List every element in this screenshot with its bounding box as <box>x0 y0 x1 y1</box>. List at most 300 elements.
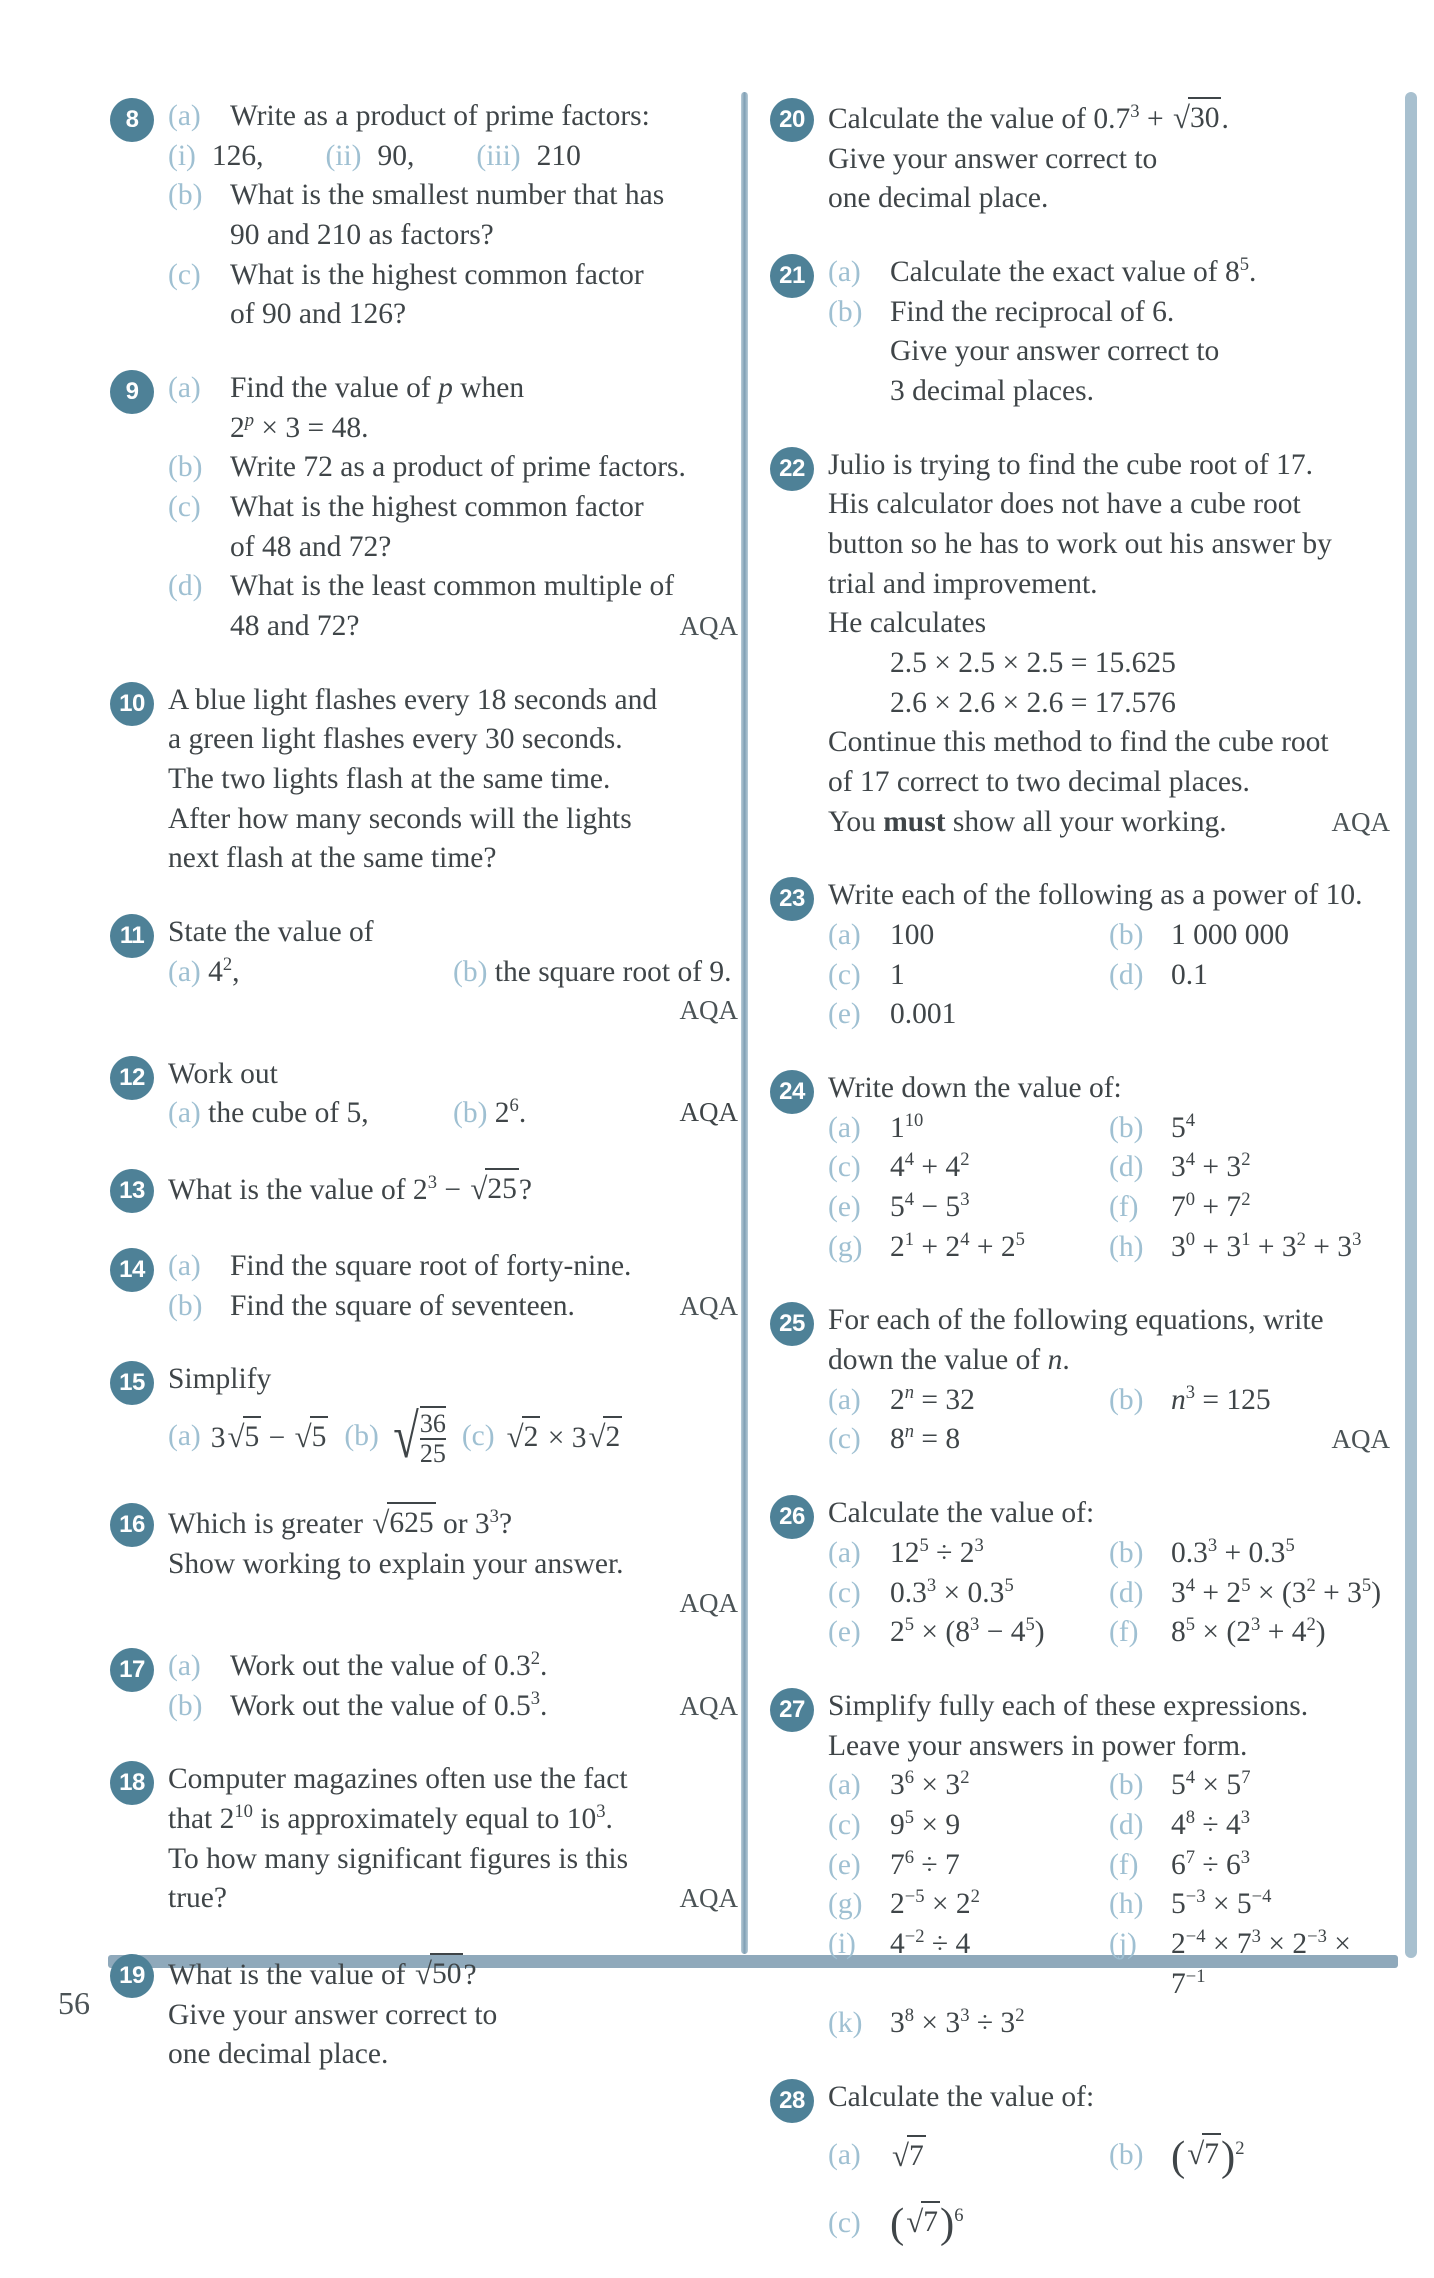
question-part <box>168 97 738 137</box>
roman-item <box>325 137 476 177</box>
part-label: (a) <box>828 1536 861 1569</box>
question-part <box>168 567 738 607</box>
part-label: (b) <box>1109 2139 1144 2172</box>
inline-part <box>168 1094 453 1134</box>
question-line: To how many significant figures is this <box>168 1842 629 1875</box>
question-18 <box>110 1759 738 1919</box>
part-pair-row <box>828 1925 1390 2004</box>
part-label: (d) <box>168 570 203 603</box>
part-text: the square root of 9. <box>494 955 732 988</box>
part-expression: 3√5 − √5 <box>211 1416 329 1459</box>
question-body <box>168 96 738 335</box>
question-number-badge: 20 <box>770 98 814 142</box>
question-line: His calculator does not have a cube root <box>828 488 1301 521</box>
question-body <box>168 368 738 647</box>
question-part <box>828 1148 1109 1188</box>
exam-board-attribution: AQA <box>679 1883 738 1914</box>
question-number-badge: 16 <box>110 1503 154 1547</box>
exam-board-attribution: AQA <box>679 995 738 1026</box>
question-body <box>828 96 1390 219</box>
part-label: (a) <box>168 955 201 988</box>
question-16 <box>110 1501 738 1621</box>
part-continuation: 48 and 72? <box>230 610 360 643</box>
part-label: (b) <box>453 955 488 988</box>
question-line: one decimal place. <box>168 2038 389 2071</box>
question-line: of 17 correct to two decimal places. <box>828 766 1250 799</box>
question-line-with-attribution <box>828 803 1390 843</box>
part-label: (a) <box>168 1649 201 1682</box>
part-text: 0.1 <box>1171 958 1208 991</box>
part-text: $n^3 = 125$ <box>1171 1381 1271 1416</box>
part-label: (a) <box>828 2139 861 2172</box>
question-25 <box>770 1300 1390 1460</box>
question-stem: Simplify <box>168 1363 272 1396</box>
question-stem: Calculate the value of: <box>828 2080 1095 2113</box>
part-label: (e) <box>828 1191 861 1224</box>
exam-board-attribution: AQA <box>679 1690 738 1721</box>
question-19 <box>110 1952 738 2075</box>
part-text: $4^2$, <box>208 953 240 988</box>
part-label: (b) <box>168 1289 203 1322</box>
roman-numeral-run <box>168 137 738 177</box>
part-text: $2^n = 32$ <box>890 1381 975 1416</box>
question-line: Continue this method to find the cube root <box>828 726 1329 759</box>
question-body <box>168 1646 738 1726</box>
question-part <box>828 1806 1109 1846</box>
question-line: one decimal place. <box>828 182 1049 215</box>
part-label: (a) <box>168 100 201 132</box>
question-line: button so he has to work out his answer by <box>828 528 1332 561</box>
part-text: $4^4 + 4^2$ <box>890 1149 970 1184</box>
question-part <box>828 956 1109 996</box>
part-pair-row <box>828 1381 1390 1421</box>
question-body <box>168 912 738 1029</box>
part-text: 1 <box>890 958 905 991</box>
part-label: (b) <box>168 451 203 484</box>
part-label: (a) <box>168 1097 201 1130</box>
part-text: $3^8 \times 3^3 \div 3^2$ <box>890 2005 1025 2040</box>
part-expression: √7 <box>890 2135 926 2178</box>
question-part <box>828 1766 1109 1806</box>
part-pair-row <box>828 1534 1390 1574</box>
part-pair-row <box>828 2195 1390 2253</box>
part-text: the cube of 5, <box>208 1097 369 1130</box>
question-number-badge: 15 <box>110 1361 154 1405</box>
question-part <box>828 2004 1109 2044</box>
part-label: (b) <box>1109 1769 1144 1802</box>
question-line: Give your answer correct to <box>168 1998 498 2031</box>
math-parts-row <box>168 1402 738 1471</box>
part-text: $2^6$. <box>494 1095 527 1130</box>
fraction-numerator: 36 <box>419 1409 446 1439</box>
exam-board-attribution: AQA <box>679 1097 738 1128</box>
right-column <box>770 96 1390 2278</box>
question-number-badge: 17 <box>110 1648 154 1692</box>
question-line: Computer magazines often use the fact <box>168 1763 628 1796</box>
part-label: (d) <box>1109 1808 1144 1841</box>
question-8 <box>110 96 738 335</box>
question-part <box>1109 1766 1390 1806</box>
part-text: Calculate the exact value of $8^5$. <box>890 254 1257 289</box>
part-text: $1^{10}$ <box>890 1109 924 1144</box>
exam-board-attribution: AQA <box>679 1587 738 1618</box>
roman-item <box>476 137 643 177</box>
question-line: What is the value of $2^3 - √25$? <box>168 1168 738 1211</box>
question-11 <box>110 912 738 1029</box>
question-number-badge: 25 <box>770 1302 814 1346</box>
part-pair-row <box>828 1885 1390 1925</box>
question-body <box>828 1068 1390 1267</box>
part-pair-row <box>828 995 1390 1035</box>
bold-instruction: You must show all your working. <box>828 805 1227 838</box>
question-body <box>168 1246 738 1326</box>
question-line: Calculate the value of $0.7^3 + √30$. <box>828 97 1390 140</box>
question-part <box>828 1228 1109 1268</box>
part-text: Find the square root of forty-nine. <box>230 1250 632 1283</box>
question-22 <box>770 445 1390 843</box>
question-body <box>828 1686 1390 2044</box>
part-label: (b) <box>828 295 863 328</box>
question-number-badge: 24 <box>770 1070 814 1114</box>
question-part <box>1109 1188 1390 1228</box>
part-continuation: Give your answer correct to <box>890 335 1220 368</box>
part-text: What is the highest common factor <box>230 258 644 291</box>
part-label: (c) <box>828 1151 861 1184</box>
question-part <box>828 995 1109 1035</box>
attribution-cell <box>1109 1420 1390 1460</box>
part-label: (c) <box>828 1576 861 1609</box>
part-pair-row <box>828 1228 1390 1268</box>
question-line: What is the value of √50? <box>168 1953 738 1996</box>
question-part <box>828 1381 1109 1421</box>
question-part <box>1109 1925 1390 2004</box>
question-part <box>168 607 738 647</box>
question-part <box>168 1687 738 1727</box>
question-number-badge: 21 <box>770 254 814 298</box>
question-number-badge: 8 <box>110 98 154 142</box>
part-label: (a) <box>168 1250 201 1283</box>
part-pair-row <box>828 2128 1390 2186</box>
question-line: that $2^{10}$ is approximately equal to $10^3$. <box>168 1801 613 1835</box>
question-body <box>168 1952 738 2075</box>
part-label: (b) <box>168 1689 203 1722</box>
fraction <box>420 1406 446 1468</box>
inline-parts-row <box>168 953 738 993</box>
part-label: (f) <box>1109 1848 1139 1881</box>
part-text: What is the least common multiple of <box>230 570 675 603</box>
question-line: For each of the following equations, write <box>828 1304 1324 1337</box>
part-text: $5^{-3} \times 5^{-4}$ <box>1171 1886 1272 1921</box>
question-14 <box>110 1246 738 1326</box>
question-line-with-attribution: true? AQA <box>168 1879 738 1919</box>
question-number-badge: 13 <box>110 1169 154 1213</box>
part-text: Work out the value of $0.5^3$. <box>230 1687 548 1722</box>
part-label: (c) <box>828 958 861 991</box>
question-body <box>828 875 1390 1035</box>
part-text: What is the highest common factor <box>230 491 644 524</box>
part-pair-row <box>828 1766 1390 1806</box>
part-label: (c) <box>168 491 201 524</box>
exam-board-attribution: AQA <box>679 1290 738 1321</box>
roman-value: 90, <box>377 139 415 172</box>
question-part <box>828 1574 1109 1614</box>
part-expression: $(√7)^2$ <box>1171 2132 1245 2180</box>
question-body <box>828 445 1390 843</box>
part-label: (b) <box>344 1420 379 1453</box>
part-label: (d) <box>1109 1576 1144 1609</box>
question-number-badge: 9 <box>110 370 154 414</box>
part-label: (a) <box>168 1420 201 1453</box>
part-label: (c) <box>828 2207 861 2240</box>
part-text: Write 72 as a product of prime factors. <box>230 451 686 484</box>
question-15 <box>110 1359 738 1471</box>
question-28 <box>770 2077 1390 2253</box>
question-line: A blue light flashes every 18 seconds and <box>168 683 658 716</box>
right-edge-rule <box>1405 92 1417 1958</box>
question-body <box>828 1493 1390 1653</box>
question-9 <box>110 368 738 647</box>
question-part <box>1109 1534 1390 1574</box>
part-label: (a) <box>828 1111 861 1144</box>
question-26 <box>770 1493 1390 1653</box>
question-27 <box>770 1686 1390 2044</box>
part-text: Find the value of p when <box>230 372 525 405</box>
question-number-badge: 10 <box>110 682 154 726</box>
question-part <box>168 1247 738 1287</box>
exam-board-attribution: AQA <box>679 611 738 642</box>
part-text: $3^0 + 3^1 + 3^2 + 3^3$ <box>1171 1228 1362 1263</box>
question-body <box>828 1300 1390 1460</box>
inline-part <box>453 953 738 993</box>
question-stem: Write down the value of: <box>828 1072 1122 1105</box>
question-body <box>168 1501 738 1621</box>
part-continuation: of 48 and 72? <box>230 530 392 563</box>
question-part <box>828 1188 1109 1228</box>
part-label: (e) <box>828 1848 861 1881</box>
part-text: Work out the value of $0.3^2$. <box>230 1648 548 1682</box>
question-part <box>1109 1885 1390 1925</box>
part-label: (a) <box>828 256 861 289</box>
question-stem: State the value of <box>168 916 374 949</box>
part-pair-row <box>828 1420 1390 1460</box>
fraction-denominator: 25 <box>419 1439 446 1469</box>
question-body <box>828 2077 1390 2253</box>
question-part <box>828 1109 1109 1149</box>
part-label: (h) <box>1109 1230 1144 1263</box>
part-label: (a) <box>828 1769 861 1802</box>
question-body <box>828 252 1390 412</box>
question-part <box>168 176 738 216</box>
part-label: (a) <box>828 1383 861 1416</box>
question-part <box>828 293 1390 333</box>
part-pair-row <box>828 1109 1390 1149</box>
question-number-badge: 18 <box>110 1761 154 1805</box>
question-part <box>828 1420 1109 1460</box>
part-text: $3^6 \times 3^2$ <box>890 1767 970 1802</box>
part-label: (k) <box>828 2007 863 2040</box>
part-continuation: of 90 and 126? <box>230 298 407 331</box>
calculation-line: 2.5 × 2.5 × 2.5 = 15.625 <box>890 647 1176 680</box>
part-continuation: 90 and 210 as factors? <box>230 219 494 252</box>
question-23 <box>770 875 1390 1035</box>
part-label: (i) <box>828 1927 856 1960</box>
roman-label: (ii) <box>325 139 362 172</box>
question-body <box>168 680 738 879</box>
question-13 <box>110 1167 738 1213</box>
question-part <box>828 1885 1109 1925</box>
part-text: $2^{-4} \times 7^3 \times 2^{-3} \times 7^{-1}$ <box>1171 1926 1351 2000</box>
part-text: $9^5 \times 9$ <box>890 1807 961 1841</box>
part-text: $3^4 + 2^5 \times (3^2 + 3^5)$ <box>1171 1574 1382 1609</box>
question-part <box>1109 1381 1390 1421</box>
part-text: $8^n = 8$ <box>890 1421 961 1456</box>
part-text: Find the square of seventeen. <box>230 1289 575 1322</box>
page-number: 56 <box>58 1985 90 2021</box>
inline-part <box>453 1094 738 1134</box>
question-part <box>828 2195 1109 2253</box>
math-continuation: $2^p \times 3 = 48$. <box>230 409 369 444</box>
question-part <box>828 916 1109 956</box>
question-part <box>828 1534 1109 1574</box>
part-pair-row <box>828 956 1390 996</box>
part-text: $2^{-5} \times 2^2$ <box>890 1886 980 1921</box>
question-stem: Write each of the following as a power of 10. <box>828 879 1363 912</box>
question-number-badge: 27 <box>770 1688 814 1732</box>
question-body <box>168 1359 738 1471</box>
column-divider <box>741 92 748 1954</box>
part-text: $5^4 \times 5^7$ <box>1171 1767 1251 1802</box>
part-label: (e) <box>828 1616 861 1649</box>
part-text: $0.3^3 + 0.3^5$ <box>1171 1535 1295 1569</box>
radical: √25 <box>468 1168 519 1211</box>
part-text: Write as a product of prime factors: <box>230 100 650 132</box>
part-label: (b) <box>168 179 203 212</box>
part-text: 1 000 000 <box>1171 919 1289 952</box>
part-label: (c) <box>168 258 201 291</box>
question-part <box>1109 1613 1390 1653</box>
question-part <box>1109 1806 1390 1846</box>
question-part <box>168 1287 738 1327</box>
question-part <box>1109 916 1390 956</box>
part-text: What is the smallest number that has <box>230 179 665 212</box>
question-body <box>168 1054 738 1134</box>
part-text: $3^4 + 3^2$ <box>1171 1149 1251 1184</box>
question-line: Simplify fully each of these expressions. <box>828 1689 1309 1722</box>
question-part <box>828 2135 1109 2178</box>
part-label: (g) <box>828 1888 863 1921</box>
roman-value: 126, <box>211 139 264 172</box>
part-label: (b) <box>1109 1111 1144 1144</box>
part-pair-row <box>828 1188 1390 1228</box>
question-part <box>1109 956 1390 996</box>
question-10 <box>110 680 738 879</box>
question-part <box>168 256 738 296</box>
question-part <box>1109 1574 1390 1614</box>
part-pair-row <box>828 1148 1390 1188</box>
part-text: $5^4$ <box>1171 1109 1196 1144</box>
part-label: (j) <box>1109 1927 1137 1960</box>
part-label: (h) <box>1109 1888 1144 1921</box>
part-expression: $(√7)^6$ <box>890 2200 964 2248</box>
question-12 <box>110 1054 738 1134</box>
part-pair-row <box>828 2004 1390 2044</box>
exam-board-attribution: AQA <box>1331 1424 1390 1455</box>
question-20 <box>770 96 1390 219</box>
part-text: $4^{-2} \div 4$ <box>890 1926 971 1960</box>
question-body <box>168 1167 738 1213</box>
part-label: (c) <box>828 1423 861 1456</box>
part-text: $8^5 \times (2^3 + 4^2)$ <box>1171 1614 1326 1649</box>
question-part <box>828 1613 1109 1653</box>
part-text: 100 <box>890 919 935 952</box>
part-text: $2^5 \times (8^3 - 4^5)$ <box>890 1614 1045 1649</box>
question-number-badge: 26 <box>770 1495 814 1539</box>
question-part <box>1109 2128 1390 2186</box>
question-line: trial and improvement. <box>828 567 1098 600</box>
part-label: (g) <box>828 1230 863 1263</box>
part-label: (f) <box>1109 1616 1139 1649</box>
part-text: $5^4 - 5^3$ <box>890 1189 970 1224</box>
part-pair-row <box>828 916 1390 956</box>
part-label: (c) <box>461 1420 495 1453</box>
part-text: 0.001 <box>890 998 957 1031</box>
part-label: (f) <box>1109 1191 1139 1224</box>
question-part <box>828 253 1390 293</box>
bold-emphasis: must <box>883 805 946 838</box>
question-part <box>1109 1228 1390 1268</box>
question-line: The two lights flash at the same time. <box>168 763 611 796</box>
inline-part <box>168 953 453 993</box>
roman-label: (i) <box>168 139 196 172</box>
question-part <box>1109 1148 1390 1188</box>
question-part <box>168 1647 738 1687</box>
question-number-badge: 19 <box>110 1954 154 1998</box>
part-label: (a) <box>828 919 861 952</box>
question-number-badge: 11 <box>110 914 154 958</box>
question-number-badge: 28 <box>770 2079 814 2123</box>
exam-board-attribution: AQA <box>1331 806 1390 837</box>
part-text: $7^0 + 7^2$ <box>1171 1189 1251 1224</box>
inline-parts-row <box>168 1094 738 1134</box>
part-label: (b) <box>1109 1383 1144 1416</box>
roman-value: 210 <box>536 139 581 172</box>
part-continuation: 3 decimal places. <box>890 375 1094 408</box>
part-label: (c) <box>828 1808 861 1841</box>
question-number-badge: 12 <box>110 1056 154 1100</box>
question-part <box>1109 1846 1390 1886</box>
question-line: Leave your answers in power form. <box>828 1729 1248 1762</box>
calculation-line: 2.6 × 2.6 × 2.6 = 17.576 <box>890 686 1176 719</box>
question-17 <box>110 1646 738 1726</box>
part-text: $6^7 \div 6^3$ <box>1171 1846 1251 1881</box>
question-line: next flash at the same time? <box>168 842 497 875</box>
part-text: $7^6 \div 7$ <box>890 1846 960 1881</box>
question-line: Which is greater √625 or $3^3$? <box>168 1502 738 1545</box>
part-label: (e) <box>828 998 861 1031</box>
part-label: (b) <box>1109 1536 1144 1569</box>
part-expression: √2 × 3√2 <box>505 1416 623 1459</box>
part-text: $12^5 \div 2^3$ <box>890 1535 984 1569</box>
part-label: (d) <box>1109 958 1144 991</box>
question-part <box>168 488 738 528</box>
question-line: Show working to explain your answer. <box>168 1547 624 1580</box>
question-part <box>168 448 738 488</box>
part-pair-row <box>828 1574 1390 1614</box>
part-text: Find the reciprocal of 6. <box>890 295 1175 328</box>
question-24 <box>770 1068 1390 1267</box>
question-stem: Calculate the value of: <box>828 1497 1095 1530</box>
question-part <box>168 369 738 409</box>
